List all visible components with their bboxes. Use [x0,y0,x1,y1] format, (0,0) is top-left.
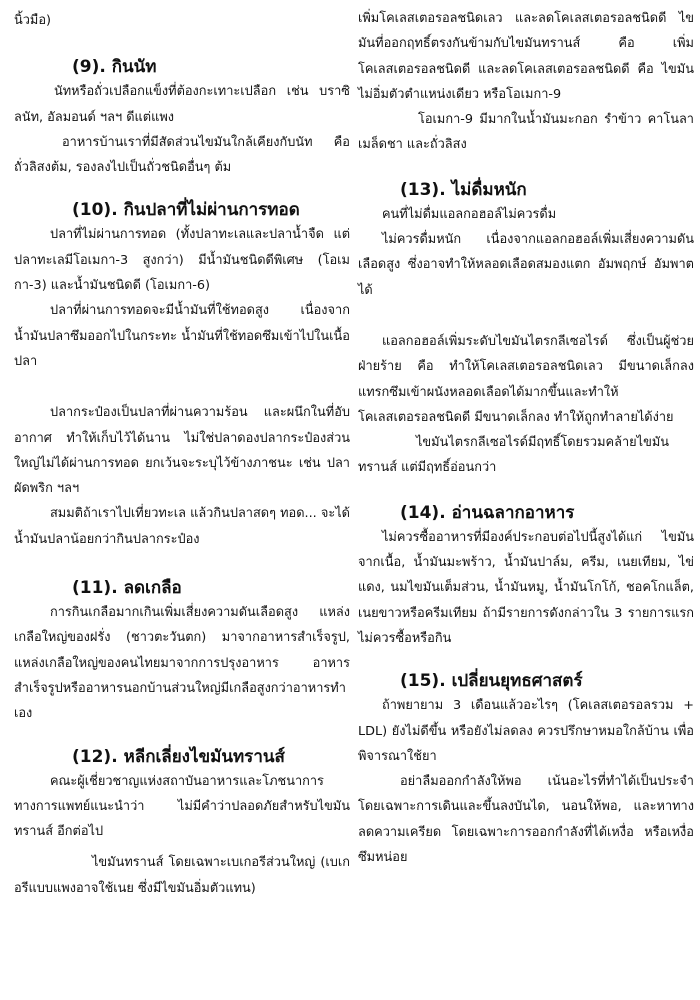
right-column [358,0,694,870]
section-12-paragraph-1: คณะผู้เชี่ยวชาญแห่งสถาบันอาหารและโภชนาการทางการแพทย์แนะนำว่า ไม่มีคำว่าปลอดภัยสำหรับไขมันทรานส์ อีกต่อไป [14,773,350,840]
section-heading-11: (11). ลดเกลือ [72,578,182,599]
section-heading-15: (15). เปลี่ยนยุทธศาสตร์ [400,671,583,692]
section-9-paragraph-1: นัทหรือถั่วเปลือกแข็งที่ต้องกะเทาะเปลือก เช่น บราซิลนัท, อัลมอนด์ ฯลฯ ดีแต่แพง [14,84,350,125]
section-15-paragraph-2: อย่าลืมออกกำลังให้พอ เน้นอะไรที่ทำได้เป็นประจำ โดยเฉพาะการเดินและขึ้นลงบันได, นอนให้พอ, และหาทางลดความเครียด โดยเฉพาะการออกกำลังที่ได้เหงื่อ หรือเหงื่อซึมหน่อย [358,774,694,866]
section-heading-13: (13). ไม่ดื่มหนัก [400,179,527,200]
section-heading-14: (14). อ่านฉลากอาหาร [400,502,575,523]
section-10-paragraph-2: ปลาที่ผ่านการทอดจะมีน้ำมันที่ใช้ทอดสูง เนื่องจากน้ำมันปลาซึมออกไปในกระทะ น้ำมันที่ใช้ทอดซึมเข้าไปในเนื้อปลา [14,303,350,369]
right-continuation-paragraph-2: โอเมกา-9 มีมากในน้ำมันมะกอก รำข้าว คาโนลา เมล็ดชา และถั่วลิสง [358,112,694,153]
section-13-paragraph-4: ไขมันไตรกลีเซอไรด์มีฤทธิ์โดยรวมคล้ายไขมันทรานส์ แต่มีฤทธิ์อ่อนกว่า [358,435,670,476]
section-heading-10: (10). กินปลาที่ไม่ผ่านการทอด [72,200,300,221]
section-13-paragraph-1: คนที่ไม่ดื่มแอลกอฮอล์ไม่ควรดื่ม [382,206,557,222]
left-continuation-text: นิ้วมือ) [14,13,52,28]
section-13-paragraph-3: แอลกอฮอล์เพิ่มระดับไขมันไตรกลีเซอไรด์ ซึ่งเป็นผู้ช่วยฝ่ายร้าย คือ ทำให้โคเลสเตอรอลชนิดเลว มีขนาดเล็กลง แทรกซึมเข้าผนังหลอดเลือดได้มากขึ้นและทำให้โคเลสเตอรอลชนิดดี มีขนาดเล็กลง ทำให้ถูกทำลายได้ง่าย [358,333,694,425]
section-11-paragraph-1: การกินเกลือมากเกินเพิ่มเสี่ยงความดันเลือดสูง แหล่งเกลือใหญ่ของฝรั่ง (ชาวตะวันตก) มาจากอาหารสำเร็จรูป, แหล่งเกลือใหญ่ของคนไทยมาจากการปรุงอาหาร อาหารสำเร็จรูปหรืออาหารนอกบ้านส่วนใหญ่มีเกลือสูงกว่าอาหารทำเอง [14,605,350,722]
section-9-paragraph-2: อาหารบ้านเราที่มีสัดส่วนไขมันใกล้เคียงกับนัท คือ ถั่วลิสงต้ม, รองลงไปเป็นถั่วชนิดอื่นๆ ต้ม [14,134,350,176]
right-continuation-paragraph-1: เพิ่มโคเลสเตอรอลชนิดเลว และลดโคเลสเตอรอลชนิดดี ไขมันที่ออกฤทธิ์ตรงกันข้ามกับไขมันทรานส์ คือ เพิ่มโคเลสเตอรอลชนิดดี และลดโคเลสเตอรอลชนิดดี คือ ไขมันไม่อิ่มตัวตำแหน่งเดียว หรือโอเมกา-9 [358,11,694,102]
section-14-paragraph-1: ไม่ควรซื้ออาหารที่มีองค์ประกอบต่อไปนี้สูงได้แก่ ไขมันจากเนื้อ, น้ำมันมะพร้าว, น้ำมันปาล์ม, ครีม, เนยเทียม, ไข่แดง, นมไขมันเต็มส่วน, น้ำมันหมู, น้ำมันโกโก้, ชอคโกแล็ต, เนยขาวหรือครีมเทียม ถ้ามีรายการดังกล่าวใน 3 รายการแรก ไม่ควรซื้อหรือกิน [358,529,694,646]
left-column [14,0,350,901]
section-10-paragraph-3: ปลากระป๋องเป็นปลาที่ผ่านความร้อน และผนึกในที่อับอากาศ ทำให้เก็บไว้ได้นาน ไม่ใช่ปลาดองปลากระป๋องส่วนใหญ่ไม่ได้ผ่านการทอด ยกเว้นจะระบุไว้ข้างภาชนะ เช่น ปลาผัดพริก ฯลฯ [14,405,350,497]
section-heading-12: (12). หลีกเลี่ยงไขมันทรานส์ [72,746,285,767]
section-12-paragraph-2: ไขมันทรานส์ โดยเฉพาะเบเกอรีส่วนใหญ่ (เบเกอรีแบบแพงอาจใช้เนย ซึ่งมีไขมันอิ่มตัวแทน) [14,855,350,896]
section-15-paragraph-1: ถ้าพยายาม 3 เดือนแล้วอะไรๆ (โคเลสเตอรอลรวม + LDL) ยังไม่ดีขึ้น หรือยังไม่ลดลง ควรปรึกษาหมอใกล้บ้าน เพื่อพิจารณาใช้ยา [358,698,694,764]
section-10-paragraph-4: สมมติถ้าเราไปเที่ยวทะเล แล้วกินปลาสดๆ ทอด... จะได้น้ำมันปลาน้อยกว่ากินปลากระป๋อง [14,506,350,547]
section-13-paragraph-2: ไม่ควรดื่มหนัก เนื่องจากแอลกอฮอล์เพิ่มเสี่ยงความดันเลือดสูง ซึ่งอาจทำให้หลอดเลือดสมองแตก อัมพฤกษ์ อัมพาตได้ [358,232,694,298]
section-heading-9: (9). กินนัท [72,57,157,78]
section-10-paragraph-1: ปลาที่ไม่ผ่านการทอด (ทั้งปลาทะเลและปลาน้ำจืด แต่ปลาทะเลมีโอเมกา-3 สูงกว่า) มีน้ำมันชนิดดีพิเศษ (โอเมกา-3) และน้ำมันชนิดดี (โอเมกา-6) [14,227,350,294]
